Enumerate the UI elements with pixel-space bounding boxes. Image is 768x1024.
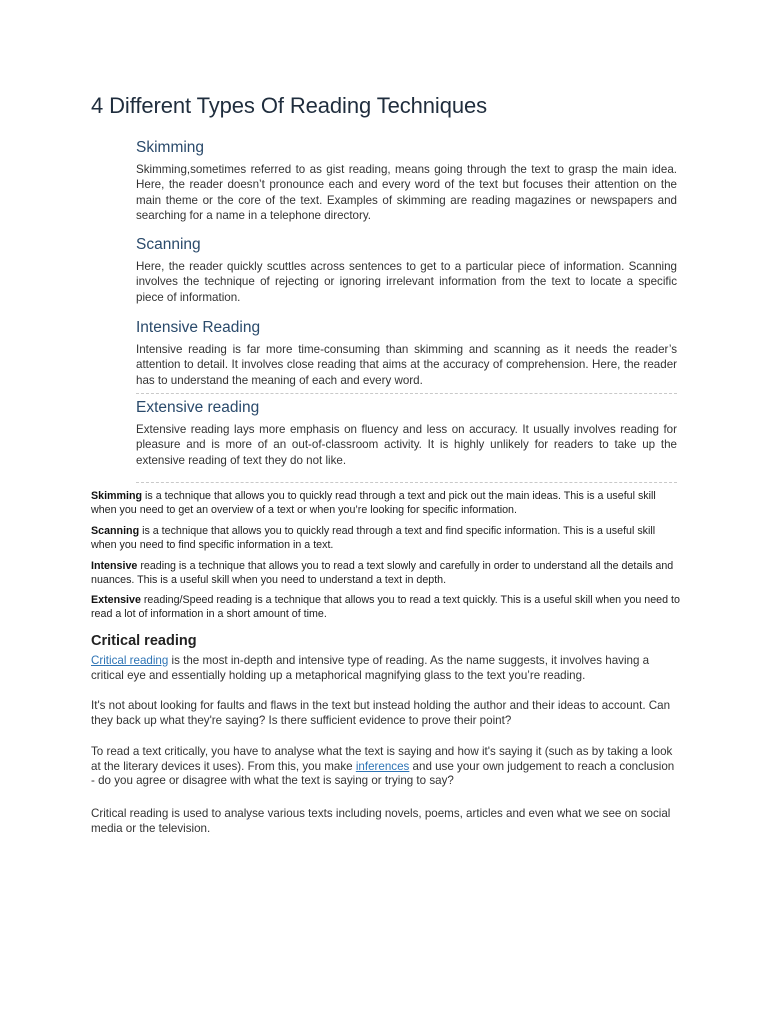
section-body: Intensive reading is far more time-consuming than skimming and scanning as it needs the reader’s attention to detail. It involves close reading that aims at the accuracy of comprehension. Here, the reader has to understand the meaning of each and every word. — [136, 343, 677, 387]
summary-skimming — [91, 489, 681, 518]
summary-intensive — [91, 559, 681, 588]
section-skimming — [136, 139, 677, 223]
summary-text: reading/Speed reading is a technique that allows you to read a text quickly. This is a useful skill when you need to read a lot of information in a short amount of time. — [91, 594, 680, 621]
section-body: Extensive reading lays more emphasis on fluency and less on accuracy. It usually involves reading for pleasure and is more of an out-of-classroom activity. It is highly unlikely for readers to take up the extensive reading of text they do not like. — [136, 423, 677, 467]
summary-scanning — [91, 524, 681, 553]
summary-text: is a technique that allows you to quickly read through a text and find specific information. This is a useful skill when you need to find specific information in a text. — [91, 525, 656, 552]
section-heading: Skimming — [136, 139, 205, 156]
summary-term: Scanning — [91, 525, 140, 537]
summary-text: reading is a technique that allows you to read a text slowly and carefully in order to understand all the details and nuances. This is a useful skill when you need to understand a text in depth. — [91, 560, 674, 587]
section-heading: Intensive Reading — [136, 319, 261, 336]
summary-text: is a technique that allows you to quickly read through a text and pick out the main ideas. This is a useful skill when you need to get an overview of a text or when you’re looking for specific information. — [91, 490, 656, 517]
paragraph-text: To read a text critically, you have to analyse what the text is saying and how it's saying it (such as by taking a look at the literary devices it uses). From this, you make — [91, 745, 673, 773]
section-scanning — [136, 236, 677, 305]
section-intensive-reading — [136, 319, 677, 388]
paragraph-text: is the most in-depth and intensive type of reading. As the name suggests, it involves having a critical eye and essentially holding up a metaphorical magnifying glass to the text you’re reading. — [91, 654, 650, 682]
page-title: 4 Different Types Of Reading Techniques — [91, 93, 488, 118]
section-body: Skimming,sometimes referred to as gist reading, means going through the text to grasp the main idea. Here, the reader doesn’t pronounce each and every word of the text but focuses their attention on the main theme or the core of the text. Examples of skimming are reading magazines or newspapers and searching for a name in a telephone directory. — [136, 163, 677, 222]
summary-extensive — [91, 593, 681, 622]
section-extensive-reading — [136, 399, 677, 468]
section-heading: Extensive reading — [136, 399, 260, 416]
summary-term: Extensive — [91, 594, 141, 606]
summary-term: Skimming — [91, 490, 143, 502]
section-heading: Scanning — [136, 236, 201, 253]
section-body: Here, the reader quickly scuttles across sentences to get to a particular piece of information. Scanning involves the technique of rejecting or ignoring irrelevant information from the text to locate a specific piece of information. — [136, 260, 677, 304]
inferences-link[interactable]: inferences — [355, 759, 410, 773]
critical-reading-link[interactable]: Critical reading — [91, 654, 169, 667]
summary-term: Intensive — [91, 560, 138, 572]
divider — [136, 482, 677, 483]
critical-reading-heading: Critical reading — [91, 633, 197, 649]
critical-paragraph-2: It's not about looking for faults and flaws in the text but instead holding the author and their ideas to account. Can they back up what they're saying? Is there sufficient evidence to prove their point? — [91, 699, 671, 727]
critical-paragraph-3 — [91, 745, 681, 789]
paragraph-text: and use your own judgement to reach a conclusion - do you agree or disagree with what the text is saying or trying to say? — [91, 759, 675, 788]
critical-paragraph-1 — [91, 654, 681, 683]
divider — [136, 393, 677, 394]
critical-paragraph-4: Critical reading is used to analyse various texts including novels, poems, articles and even what we see on social media or the television. — [91, 807, 671, 835]
